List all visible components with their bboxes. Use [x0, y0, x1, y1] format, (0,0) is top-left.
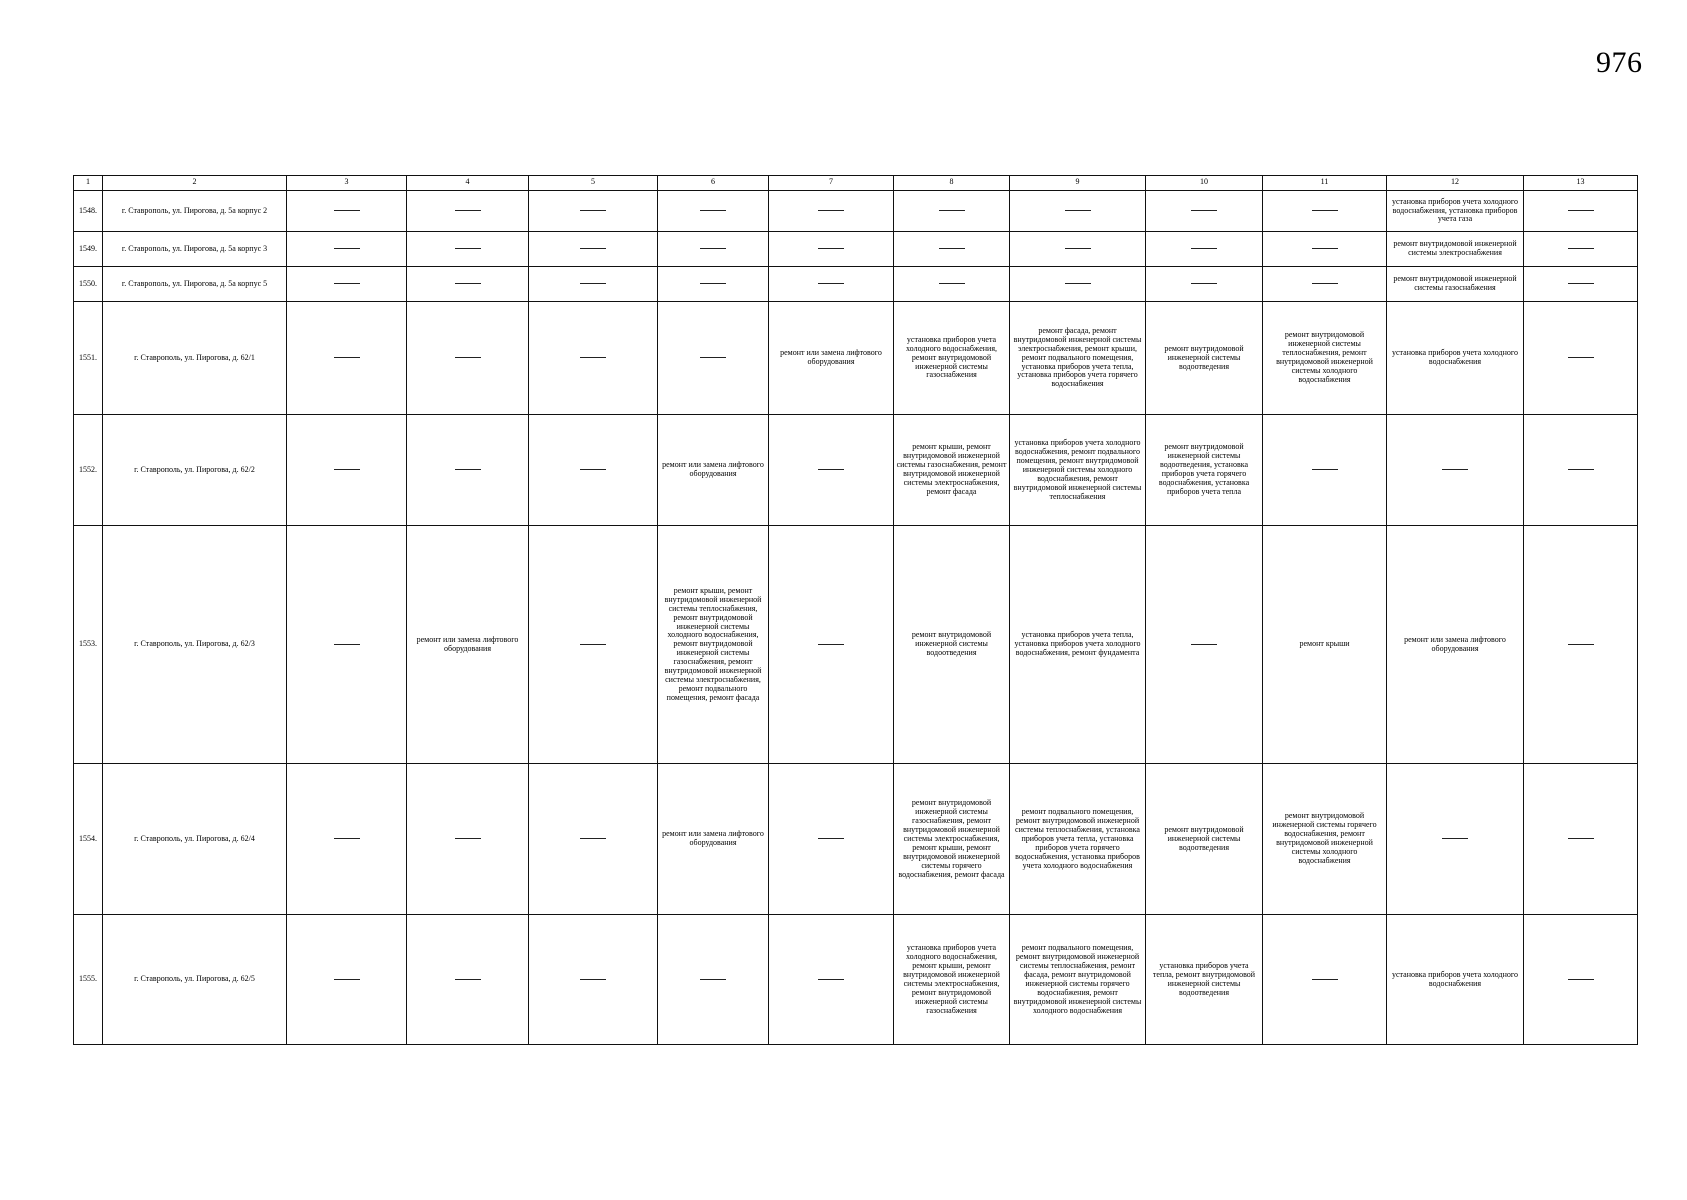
work-type-cell: ремонт внутридомовой инженерной системы электроснабжения — [1387, 232, 1524, 267]
dash-mark — [1568, 357, 1594, 358]
empty-dash-cell — [407, 232, 529, 267]
address-cell: г. Ставрополь, ул. Пирогова, д. 5а корпус 3 — [103, 232, 287, 267]
empty-dash-cell — [1524, 915, 1638, 1045]
dash-mark — [818, 838, 844, 839]
empty-dash-cell — [287, 526, 407, 764]
empty-dash-cell — [407, 764, 529, 915]
column-number: 10 — [1146, 176, 1263, 191]
work-type-cell: ремонт крыши, ремонт внутридомовой инженерной системы теплоснабжения, ремонт внутридомовой инженерной системы холодного водоснабжения, ремонт внутридомовой инженерной системы газоснабжения, ремонт внутридомовой инженерной системы электроснабжения, ремонт подвального помещения, ремонт фасада — [658, 526, 769, 764]
empty-dash-cell — [529, 414, 658, 526]
empty-dash-cell — [1010, 190, 1146, 232]
page-number: 976 — [1596, 46, 1643, 79]
dash-mark — [580, 469, 606, 470]
empty-dash-cell — [1524, 267, 1638, 302]
dash-mark — [1191, 210, 1217, 211]
row-number: 1552. — [74, 414, 103, 526]
empty-dash-cell — [287, 414, 407, 526]
work-type-cell: ремонт внутридомовой инженерной системы газоснабжения, ремонт внутридомовой инженерной системы электроснабжения, ремонт крыши, ремонт внутридомовой инженерной системы горячего водоснабжения, ремонт фасада — [894, 764, 1010, 915]
empty-dash-cell — [407, 915, 529, 1045]
dash-mark — [1442, 469, 1468, 470]
empty-dash-cell — [658, 302, 769, 415]
work-type-cell: установка приборов учета холодного водоснабжения, ремонт подвального помещения, ремонт внутридомовой инженерной системы холодного водоснабжения, ремонт внутридомовой инженерной системы теплоснабжения — [1010, 414, 1146, 526]
row-number: 1549. — [74, 232, 103, 267]
repair-registry-table — [73, 175, 1638, 1045]
work-type-cell: ремонт внутридомовой инженерной системы теплоснабжения, ремонт внутридомовой инженерной системы холодного водоснабжения — [1263, 302, 1387, 415]
work-type-cell: установка приборов учета холодного водоснабжения, ремонт внутридомовой инженерной системы газоснабжения — [894, 302, 1010, 415]
empty-dash-cell — [1524, 414, 1638, 526]
work-type-cell: установка приборов учета холодного водоснабжения — [1387, 302, 1524, 415]
dash-mark — [1568, 838, 1594, 839]
dash-mark — [334, 979, 360, 980]
empty-dash-cell — [769, 414, 894, 526]
work-type-cell: ремонт крыши — [1263, 526, 1387, 764]
dash-mark — [1065, 248, 1091, 249]
column-number: 12 — [1387, 176, 1524, 191]
dash-mark — [580, 838, 606, 839]
empty-dash-cell — [529, 267, 658, 302]
empty-dash-cell — [1263, 915, 1387, 1045]
empty-dash-cell — [529, 915, 658, 1045]
dash-mark — [1568, 644, 1594, 645]
dash-mark — [455, 469, 481, 470]
empty-dash-cell — [1263, 232, 1387, 267]
table-row — [74, 302, 1638, 415]
dash-mark — [1191, 248, 1217, 249]
empty-dash-cell — [658, 190, 769, 232]
empty-dash-cell — [407, 267, 529, 302]
empty-dash-cell — [1524, 764, 1638, 915]
work-type-cell: ремонт подвального помещения, ремонт внутридомовой инженерной системы теплоснабжения, установка приборов учета тепла, установка приборов учета горячего водоснабжения, установка приборов учета холодного водоснабжения — [1010, 764, 1146, 915]
dash-mark — [334, 644, 360, 645]
work-type-cell: установка приборов учета холодного водоснабжения, ремонт крыши, ремонт внутридомовой инженерной системы электроснабжения, ремонт внутридомовой инженерной системы газоснабжения — [894, 915, 1010, 1045]
empty-dash-cell — [1263, 267, 1387, 302]
table-row — [74, 267, 1638, 302]
table-row — [74, 764, 1638, 915]
empty-dash-cell — [769, 190, 894, 232]
row-number: 1548. — [74, 190, 103, 232]
work-type-cell: ремонт внутридомовой инженерной системы водоотведения, установка приборов учета горячего водоснабжения, установка приборов учета тепла — [1146, 414, 1263, 526]
empty-dash-cell — [1146, 190, 1263, 232]
empty-dash-cell — [529, 764, 658, 915]
empty-dash-cell — [658, 232, 769, 267]
work-type-cell: ремонт или замена лифтового оборудования — [407, 526, 529, 764]
empty-dash-cell — [1263, 190, 1387, 232]
empty-dash-cell — [1524, 232, 1638, 267]
dash-mark — [818, 644, 844, 645]
empty-dash-cell — [287, 190, 407, 232]
dash-mark — [1065, 283, 1091, 284]
empty-dash-cell — [407, 302, 529, 415]
empty-dash-cell — [529, 190, 658, 232]
empty-dash-cell — [658, 267, 769, 302]
work-type-cell: ремонт или замена лифтового оборудования — [658, 414, 769, 526]
empty-dash-cell — [287, 267, 407, 302]
empty-dash-cell — [1146, 526, 1263, 764]
empty-dash-cell — [1010, 232, 1146, 267]
dash-mark — [1312, 469, 1338, 470]
empty-dash-cell — [769, 526, 894, 764]
dash-mark — [334, 838, 360, 839]
empty-dash-cell — [894, 267, 1010, 302]
table-row — [74, 526, 1638, 764]
dash-mark — [1312, 283, 1338, 284]
empty-dash-cell — [1524, 190, 1638, 232]
dash-mark — [1442, 838, 1468, 839]
address-cell: г. Ставрополь, ул. Пирогова, д. 62/1 — [103, 302, 287, 415]
dash-mark — [818, 283, 844, 284]
dash-mark — [939, 248, 965, 249]
work-type-cell: ремонт или замена лифтового оборудования — [1387, 526, 1524, 764]
column-number: 2 — [103, 176, 287, 191]
address-cell: г. Ставрополь, ул. Пирогова, д. 5а корпус 5 — [103, 267, 287, 302]
dash-mark — [818, 210, 844, 211]
column-number: 7 — [769, 176, 894, 191]
work-type-cell: ремонт или замена лифтового оборудования — [658, 764, 769, 915]
dash-mark — [580, 210, 606, 211]
empty-dash-cell — [407, 414, 529, 526]
work-type-cell: ремонт внутридомовой инженерной системы горячего водоснабжения, ремонт внутридомовой инженерной системы холодного водоснабжения — [1263, 764, 1387, 915]
dash-mark — [580, 357, 606, 358]
dash-mark — [1312, 979, 1338, 980]
column-number: 6 — [658, 176, 769, 191]
empty-dash-cell — [1146, 267, 1263, 302]
table-row — [74, 414, 1638, 526]
address-cell: г. Ставрополь, ул. Пирогова, д. 62/4 — [103, 764, 287, 915]
empty-dash-cell — [287, 764, 407, 915]
work-type-cell: установка приборов учета тепла, ремонт внутридомовой инженерной системы водоотведения — [1146, 915, 1263, 1045]
dash-mark — [1312, 248, 1338, 249]
dash-mark — [334, 469, 360, 470]
dash-mark — [700, 979, 726, 980]
dash-mark — [334, 357, 360, 358]
work-type-cell: ремонт подвального помещения, ремонт внутридомовой инженерной системы теплоснабжения, ремонт фасада, ремонт внутридомовой инженерной системы горячего водоснабжения, ремонт внутридомовой инженерной системы холодного водоснабжения — [1010, 915, 1146, 1045]
dash-mark — [1568, 248, 1594, 249]
dash-mark — [700, 248, 726, 249]
dash-mark — [1568, 469, 1594, 470]
row-number: 1551. — [74, 302, 103, 415]
empty-dash-cell — [1263, 414, 1387, 526]
column-number-row — [74, 176, 1638, 191]
empty-dash-cell — [287, 232, 407, 267]
row-number: 1553. — [74, 526, 103, 764]
work-type-cell: установка приборов учета холодного водоснабжения — [1387, 915, 1524, 1045]
dash-mark — [1191, 644, 1217, 645]
dash-mark — [580, 283, 606, 284]
dash-mark — [700, 210, 726, 211]
empty-dash-cell — [1524, 526, 1638, 764]
work-type-cell: ремонт фасада, ремонт внутридомовой инженерной системы электроснабжения, ремонт крыши, ремонт подвального помещения, установка приборов учета тепла, установка приборов учета горячего водоснабжения — [1010, 302, 1146, 415]
work-type-cell: установка приборов учета тепла, установка приборов учета холодного водоснабжения, ремонт фундамента — [1010, 526, 1146, 764]
empty-dash-cell — [894, 190, 1010, 232]
work-type-cell: ремонт внутридомовой инженерной системы водоотведения — [1146, 302, 1263, 415]
column-number: 9 — [1010, 176, 1146, 191]
column-number: 3 — [287, 176, 407, 191]
empty-dash-cell — [769, 267, 894, 302]
dash-mark — [334, 210, 360, 211]
dash-mark — [580, 979, 606, 980]
empty-dash-cell — [894, 232, 1010, 267]
dash-mark — [939, 210, 965, 211]
dash-mark — [1065, 210, 1091, 211]
dash-mark — [455, 838, 481, 839]
column-number: 11 — [1263, 176, 1387, 191]
column-number: 4 — [407, 176, 529, 191]
empty-dash-cell — [1010, 267, 1146, 302]
row-number: 1555. — [74, 915, 103, 1045]
dash-mark — [939, 283, 965, 284]
dash-mark — [455, 979, 481, 980]
dash-mark — [1191, 283, 1217, 284]
empty-dash-cell — [1387, 764, 1524, 915]
dash-mark — [700, 357, 726, 358]
empty-dash-cell — [529, 302, 658, 415]
empty-dash-cell — [529, 526, 658, 764]
dash-mark — [1312, 210, 1338, 211]
dash-mark — [455, 357, 481, 358]
table-row — [74, 190, 1638, 232]
dash-mark — [818, 469, 844, 470]
column-number: 5 — [529, 176, 658, 191]
work-type-cell: установка приборов учета холодного водоснабжения, установка приборов учета газа — [1387, 190, 1524, 232]
address-cell: г. Ставрополь, ул. Пирогова, д. 5а корпус 2 — [103, 190, 287, 232]
work-type-cell: ремонт внутридомовой инженерной системы водоотведения — [894, 526, 1010, 764]
dash-mark — [455, 210, 481, 211]
work-type-cell: ремонт внутридомовой инженерной системы газоснабжения — [1387, 267, 1524, 302]
dash-mark — [580, 248, 606, 249]
column-number: 8 — [894, 176, 1010, 191]
dash-mark — [455, 248, 481, 249]
empty-dash-cell — [769, 764, 894, 915]
dash-mark — [700, 283, 726, 284]
empty-dash-cell — [529, 232, 658, 267]
empty-dash-cell — [407, 190, 529, 232]
row-number: 1554. — [74, 764, 103, 915]
empty-dash-cell — [1146, 232, 1263, 267]
address-cell: г. Ставрополь, ул. Пирогова, д. 62/5 — [103, 915, 287, 1045]
address-cell: г. Ставрополь, ул. Пирогова, д. 62/3 — [103, 526, 287, 764]
empty-dash-cell — [1387, 414, 1524, 526]
dash-mark — [818, 979, 844, 980]
work-type-cell: ремонт крыши, ремонт внутридомовой инженерной системы газоснабжения, ремонт внутридомовой инженерной системы электроснабжения, ремонт фасада — [894, 414, 1010, 526]
empty-dash-cell — [287, 915, 407, 1045]
address-cell: г. Ставрополь, ул. Пирогова, д. 62/2 — [103, 414, 287, 526]
dash-mark — [818, 248, 844, 249]
dash-mark — [1568, 210, 1594, 211]
empty-dash-cell — [1524, 302, 1638, 415]
work-type-cell: ремонт или замена лифтового оборудования — [769, 302, 894, 415]
row-number: 1550. — [74, 267, 103, 302]
dash-mark — [1568, 979, 1594, 980]
dash-mark — [1568, 283, 1594, 284]
column-number: 1 — [74, 176, 103, 191]
empty-dash-cell — [287, 302, 407, 415]
dash-mark — [334, 283, 360, 284]
table-row — [74, 232, 1638, 267]
dash-mark — [334, 248, 360, 249]
dash-mark — [580, 644, 606, 645]
table-row — [74, 915, 1638, 1045]
empty-dash-cell — [769, 232, 894, 267]
empty-dash-cell — [769, 915, 894, 1045]
work-type-cell: ремонт внутридомовой инженерной системы водоотведения — [1146, 764, 1263, 915]
column-number: 13 — [1524, 176, 1638, 191]
empty-dash-cell — [658, 915, 769, 1045]
dash-mark — [455, 283, 481, 284]
